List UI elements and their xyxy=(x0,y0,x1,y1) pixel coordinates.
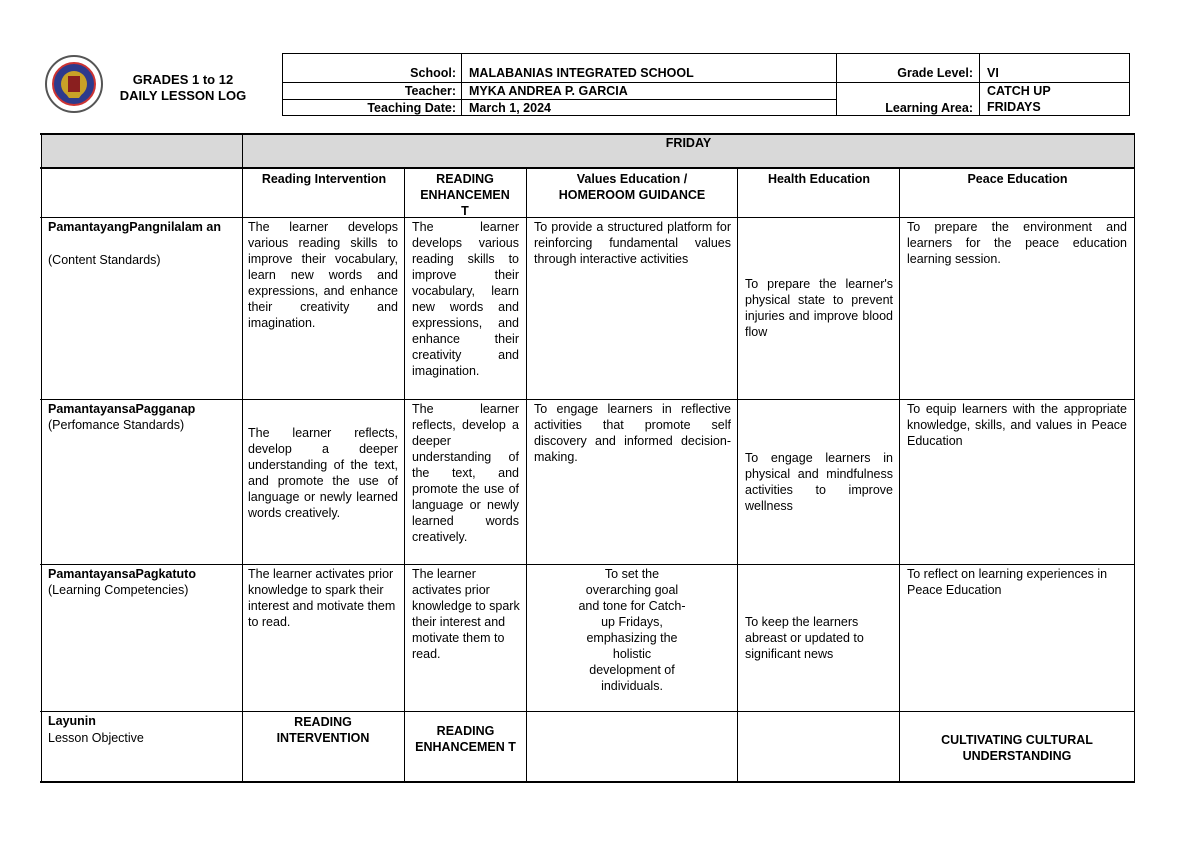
competency-reading-enhancement: The learner activates prior knowledge to spark their interest and motivate them to read. xyxy=(412,567,520,661)
objective-reading-intervention: READING INTERVENTION xyxy=(276,715,370,745)
content-std-peace-education: To prepare the environment and learners for the peace education learning session. xyxy=(907,220,1127,266)
row-title-performance-standards: PamantayansaPagganap xyxy=(48,402,196,416)
teacher-value: MYKA ANDREA P. GARCIA xyxy=(469,84,628,98)
objective-peace-education: CULTIVATING CULTURAL UNDERSTANDING xyxy=(941,733,1093,763)
row-title-learning-competencies: PamantayansaPagkatuto xyxy=(48,567,196,581)
teaching-date-label: Teaching Date: xyxy=(367,101,456,115)
school-value: MALABANIAS INTEGRATED SCHOOL xyxy=(469,66,694,80)
content-std-health-education: To prepare the learner's physical state to prevent injuries and improve blood flow xyxy=(745,277,893,339)
perf-std-values-education: To engage learners in reflective activities that promote self discovery and informed decision-making. xyxy=(534,402,731,464)
perf-std-reading-enhancement: The learner reflects, develop a deeper understanding of the text, and promote the use of language or newly learned words creatively. xyxy=(412,402,519,544)
perf-std-peace-education: To equip learners with the appropriate knowledge, skills, and values in Peace Education xyxy=(907,402,1127,448)
col-header-values-education: Values Education / HOMEROOM GUIDANCE xyxy=(558,172,706,202)
row-subtitle-content-standards: (Content Standards) xyxy=(48,253,161,267)
grade-level-value: VI xyxy=(987,66,999,80)
perf-std-reading-intervention: The learner reflects, develop a deeper understanding of the text, and promote the use of language or newly learned words creatively. xyxy=(248,426,398,520)
row-subtitle-lesson-objective: Lesson Objective xyxy=(48,731,144,745)
competency-reading-intervention: The learner activates prior knowledge to spark their interest and motivate them to read. xyxy=(248,567,396,629)
school-label: School: xyxy=(410,66,456,80)
row-title-lesson-objective: Layunin xyxy=(48,714,96,728)
day-header: FRIDAY xyxy=(665,136,712,150)
objective-reading-enhancement: READING ENHANCEMEN T xyxy=(415,724,516,754)
col-header-health-education: Health Education xyxy=(767,172,871,186)
row-subtitle-learning-competencies: (Learning Competencies) xyxy=(48,583,189,597)
learning-area-value-line1: CATCH UP xyxy=(987,84,1051,98)
doc-title-line2: DAILY LESSON LOG xyxy=(119,88,247,103)
content-std-values-education: To provide a structured platform for reinforcing fundamental values through interactive activities xyxy=(534,220,731,266)
perf-std-health-education: To engage learners in physical and mindfulness activities to improve wellness xyxy=(745,451,893,513)
teacher-label: Teacher: xyxy=(404,84,456,98)
learning-area-label: Learning Area: xyxy=(885,101,973,115)
teaching-date-value: March 1, 2024 xyxy=(469,101,551,115)
competency-peace-education: To reflect on learning experiences in Peace Education xyxy=(907,567,1108,597)
col-header-reading-intervention: Reading Intervention xyxy=(261,172,387,186)
content-std-reading-enhancement: The learner develops various reading skills to improve their vocabulary, learn new words and expressions, and enhance their creativity and imagination. xyxy=(412,220,519,378)
competency-health-education: To keep the learners abreast or updated to significant news xyxy=(745,615,864,661)
deped-seal-logo xyxy=(44,54,104,114)
competency-values-education: To set the overarching goal and tone for Catch-up Fridays, emphasizing the holistic development of individuals. xyxy=(578,567,686,693)
grade-level-label: Grade Level: xyxy=(897,66,973,80)
content-std-reading-intervention: The learner develops various reading skills to improve their vocabulary, learn new words and expressions, and enhance their creativity and imagination. xyxy=(248,220,398,330)
col-header-reading-enhancement: READING ENHANCEMEN T xyxy=(420,172,510,218)
row-subtitle-performance-standards: (Perfomance Standards) xyxy=(48,418,185,432)
doc-title-line1: GRADES 1 to 12 xyxy=(132,72,234,87)
row-title-content-standards: PamantayangPangnilalam an xyxy=(48,220,221,234)
col-header-peace-education: Peace Education xyxy=(967,172,1068,186)
learning-area-value-line2: FRIDAYS xyxy=(987,100,1041,114)
